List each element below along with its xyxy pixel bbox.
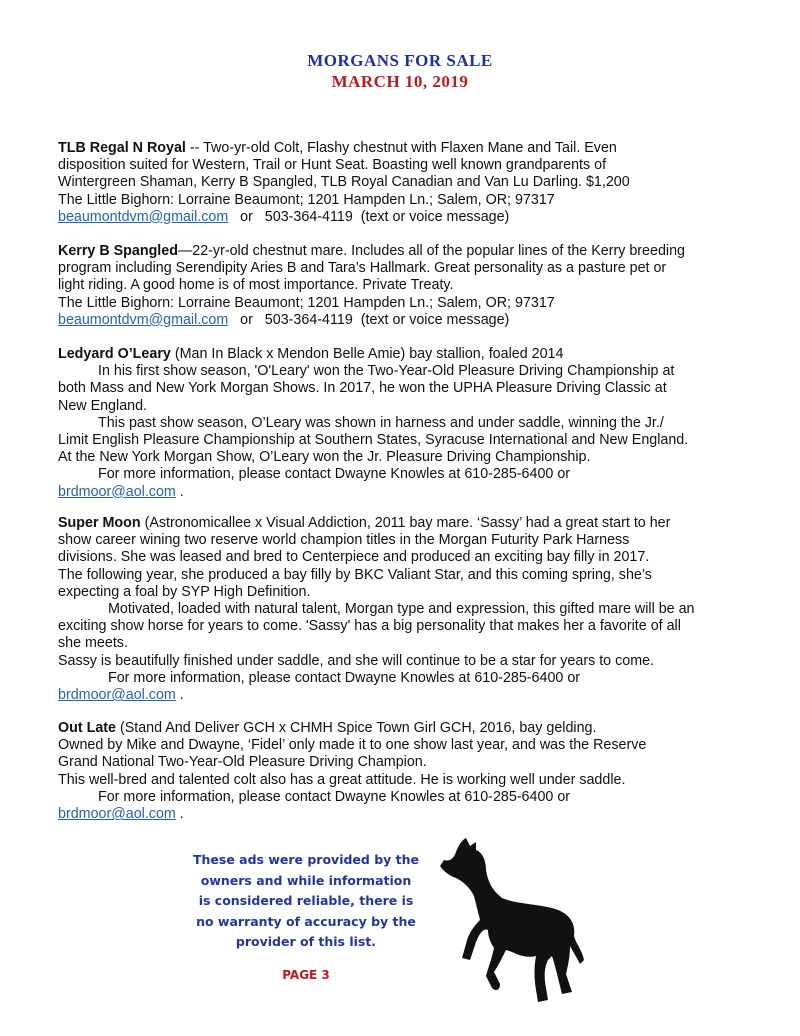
ad-text-line: Motivated, loaded with natural talent, Morgan type and expression, this gifted mare will be an <box>108 601 695 618</box>
ad-contact-tail: or 503-364-4119 (text or voice message) <box>228 311 510 328</box>
ad-text-line: Owned by Mike and Dwayne, ‘Fidel’ only made it to one show last year, and was the Reserve <box>58 737 647 754</box>
ad-text-line: disposition suited for Western, Trail or Hunt Seat. Boasting well known grandparents of <box>58 157 607 174</box>
ad-text-line: At the New York Morgan Show, O’Leary won the Jr. Pleasure Driving Championship. <box>58 449 591 466</box>
disclaimer <box>188 850 424 953</box>
ad-text-line: In his first show season, 'O'Leary' won the Two-Year-Old Pleasure Driving Championship at <box>98 363 675 380</box>
page-title: MORGANS FOR SALE <box>307 51 493 70</box>
ad-kerry-b-spangled <box>58 243 758 329</box>
disclaimer-line: These ads were provided by the <box>192 852 420 867</box>
email-link[interactable]: brdmoor@aol.com <box>58 687 176 704</box>
email-link[interactable]: beaumontdvm@gmail.com <box>58 311 229 328</box>
ad-horse-name: Out Late <box>58 720 116 736</box>
ad-text-line: This past show season, O’Leary was shown in harness and under saddle, winning the Jr./ <box>98 414 664 431</box>
ad-text-line: The following year, she produced a bay filly by BKC Valiant Star, and this coming spring, she’s <box>58 566 652 583</box>
ad-contact-tail: . <box>175 687 184 704</box>
ad-contact-tail: . <box>175 483 184 500</box>
email-link[interactable]: brdmoor@aol.com <box>58 806 176 823</box>
email-link[interactable]: brdmoor@aol.com <box>58 483 176 500</box>
ad-horse-name: Ledyard O’Leary <box>58 346 171 362</box>
ad-text-line: light riding. A good home is of most importance. Private Treaty. <box>58 277 454 294</box>
ad-horse-name: TLB Regal N Royal <box>58 140 186 156</box>
ad-tlb-regal-n-royal <box>58 140 758 226</box>
ad-text-line: (Stand And Deliver GCH x CHMH Spice Town Girl GCH, 2016, bay gelding. <box>115 720 597 736</box>
horse-silhouette-icon <box>436 832 586 1007</box>
ad-text-line: exciting show horse for years to come. 'Sassy' has a big personality that makes her a favorite of all <box>58 618 681 635</box>
ad-horse-name: Super Moon <box>58 515 141 531</box>
page-date: MARCH 10, 2019 <box>331 72 469 91</box>
ad-out-late <box>58 720 758 823</box>
ad-ledyard-oleary <box>58 346 758 501</box>
ad-text-line: New England. <box>58 397 148 414</box>
ad-text-line: This well-bred and talented colt also has a great attitude. He is working well under saddle. <box>58 771 626 788</box>
page-number: PAGE 3 <box>282 968 330 982</box>
ad-horse-name: Kerry B Spangled <box>58 243 178 259</box>
ad-text-line: both Mass and New York Morgan Shows. In 2017, he won the UPHA Pleasure Driving Classic at <box>58 380 667 397</box>
ad-text-line: (Man In Black x Mendon Belle Amie) bay stallion, foaled 2014 <box>170 346 564 362</box>
ad-text-line: -- Two-yr-old Colt, Flashy chestnut with Flaxen Mane and Tail. Even <box>185 140 617 156</box>
ad-text-line: Sassy is beautifully finished under saddle, and she will continue to be a star for years to come. <box>58 652 655 669</box>
email-link[interactable]: beaumontdvm@gmail.com <box>58 208 229 225</box>
ad-text-line: Grand National Two-Year-Old Pleasure Driving Champion. <box>58 754 427 771</box>
ad-text-line: (Astronomicallee x Visual Addiction, 2011 bay mare. ‘Sassy’ had a great start to her <box>140 515 671 531</box>
disclaimer-line: owners and while information <box>200 872 412 888</box>
ad-text-line: she meets. <box>58 635 128 652</box>
ad-text-line: For more information, please contact Dwayne Knowles at 610-285-6400 or <box>98 466 571 483</box>
ad-contact-tail: or 503-364-4119 (text or voice message) <box>228 208 510 225</box>
ad-text-line: show career wining two reserve world champion titles in the Morgan Futurity Park Harness <box>58 532 630 549</box>
ad-text-line: For more information, please contact Dwayne Knowles at 610-285-6400 or <box>108 669 581 686</box>
ad-text-line: The Little Bighorn: Lorraine Beaumont; 1201 Hampden Ln.; Salem, OR; 97317 <box>58 294 555 311</box>
ad-text-line: expecting a foal by SYP High Definition. <box>58 583 311 600</box>
disclaimer-line: provider of this list. <box>235 934 377 950</box>
ad-text-line: Limit English Pleasure Championship at Southern States, Syracuse International and New England. <box>58 432 689 449</box>
ad-text-line: For more information, please contact Dwayne Knowles at 610-285-6400 or <box>98 788 571 805</box>
ad-super-moon <box>58 515 758 704</box>
ad-text-line: program including Serendipity Aries B and Tara’s Hallmark. Great personality as a pasture pet or <box>58 260 667 277</box>
ad-text-line: Wintergreen Shaman, Kerry B Spangled, TLB Royal Canadian and Van Lu Darling. $1,200 <box>58 174 630 191</box>
disclaimer-line: no warranty of accuracy by the <box>196 913 416 929</box>
ad-text-line: divisions. She was leased and bred to Centerpiece and produced an exciting bay filly in 2017. <box>58 549 650 566</box>
ad-text-line: —22-yr-old chestnut mare. Includes all of the popular lines of the Kerry breeding <box>177 243 685 259</box>
ad-contact-tail: . <box>175 806 184 823</box>
ad-text-line: The Little Bighorn: Lorraine Beaumont; 1201 Hampden Ln.; Salem, OR; 97317 <box>58 191 555 208</box>
disclaimer-line: is considered reliable, there is <box>198 893 414 909</box>
